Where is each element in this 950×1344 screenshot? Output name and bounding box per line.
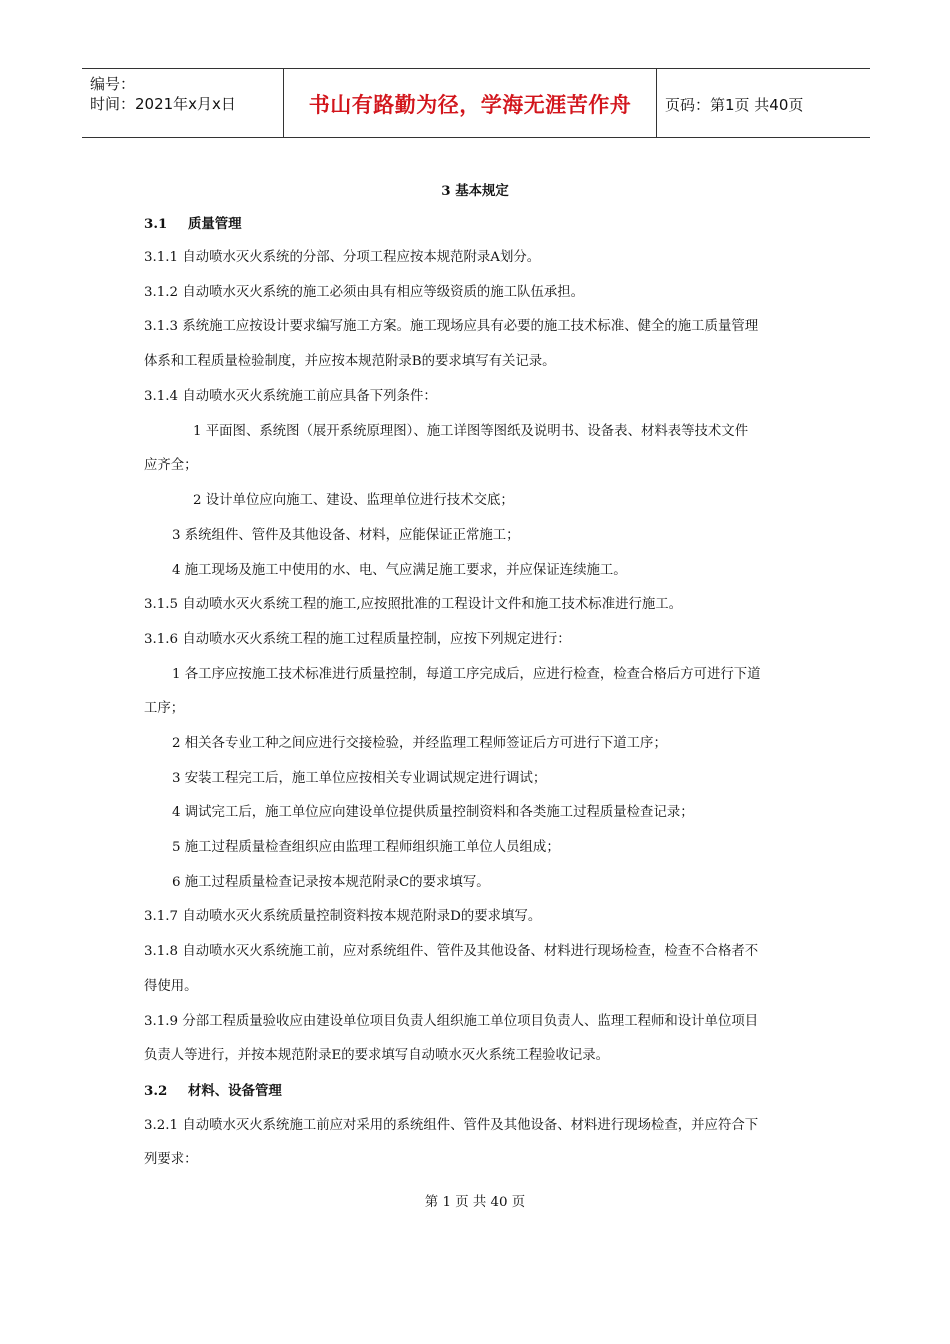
page-header (82, 68, 870, 138)
item-3-1-4-1-line2: 应齐全； (144, 458, 198, 473)
header-center-cell (283, 69, 657, 137)
section-title: 材料、设备管理 (188, 1083, 282, 1099)
section-number: 3.2 (144, 1083, 168, 1099)
clause-3-1-8-line2: 得使用。 (144, 979, 198, 994)
item-3-1-6-1-line2: 工序； (144, 701, 185, 716)
clause-3-1-5: 3.1.5 自动喷水灭火系统工程的施工,应按照批准的工程设计文件和施工技术标准进行施工。 (144, 597, 683, 612)
header-motto: 书山有路勤为径，学海无涯苦作舟 (308, 93, 632, 117)
section-title: 质量管理 (188, 216, 242, 232)
item-3-1-4-4: 4 施工现场及施工中使用的水、电、气应满足施工要求，并应保证连续施工。 (172, 563, 627, 578)
clause-3-1-7: 3.1.7 自动喷水灭火系统质量控制资料按本规范附录D的要求填写。 (144, 909, 542, 924)
item-3-1-4-1-line1: 1 平面图、系统图（展开系统原理图）、施工详图等图纸及说明书、设备表、材料表等技术文件 (193, 424, 749, 439)
item-3-1-6-1-line1: 1 各工序应按施工技术标准进行质量控制，每道工序完成后，应进行检查，检查合格后方可进行下道 (172, 667, 761, 682)
serial-label: 编号： (90, 75, 136, 93)
header-page-info: 页码：第1页 共40页 (665, 96, 804, 114)
clause-3-1-6: 3.1.6 自动喷水灭火系统工程的施工过程质量控制，应按下列规定进行： (144, 632, 571, 647)
clause-3-2-1-line1: 3.2.1 自动喷水灭火系统施工前应对采用的系统组件、管件及其他设备、材料进行现场检查，并应符合下 (144, 1118, 759, 1133)
header-left-cell (82, 69, 283, 137)
header-right-cell (656, 69, 870, 137)
clause-3-1-2: 3.1.2 自动喷水灭火系统的施工必须由具有相应等级资质的施工队伍承担。 (144, 285, 585, 300)
clause-3-1-9-line2: 负责人等进行，并按本规范附录E的要求填写自动喷水灭火系统工程验收记录。 (144, 1048, 610, 1063)
item-3-1-4-2: 2 设计单位应向施工、建设、监理单位进行技术交底； (193, 493, 514, 508)
date-label: 时间：2021年x月x日 (90, 95, 236, 113)
clause-3-1-1: 3.1.1 自动喷水灭火系统的分部、分项工程应按本规范附录A划分。 (144, 250, 541, 265)
item-3-1-6-2: 2 相关各专业工种之间应进行交接检验，并经监理工程师签证后方可进行下道工序； (172, 736, 667, 751)
clause-3-1-9-line1: 3.1.9 分部工程质量验收应由建设单位项目负责人组织施工单位项目负责人、监理工程师和设计单位项目 (144, 1014, 759, 1029)
item-3-1-6-3: 3 安装工程完工后，施工单位应按相关专业调试规定进行调试； (172, 771, 547, 786)
clause-3-1-3-line1: 3.1.3 系统施工应按设计要求编写施工方案。施工现场应具有必要的施工技术标准、健全的施工质量管理 (144, 319, 759, 334)
clause-3-1-4: 3.1.4 自动喷水灭火系统施工前应具备下列条件： (144, 389, 437, 404)
item-3-1-6-6: 6 施工过程质量检查记录按本规范附录C的要求填写。 (172, 875, 490, 890)
section-heading-3-1 (144, 215, 242, 233)
clause-3-1-8-line1: 3.1.8 自动喷水灭火系统施工前，应对系统组件、管件及其他设备、材料进行现场检查，检查不合格者不 (144, 944, 759, 959)
chapter-title: 3 基本规定 (441, 183, 509, 199)
clause-3-2-1-line2: 列要求： (144, 1152, 198, 1167)
clause-3-1-3-line2: 体系和工程质量检验制度，并应按本规范附录B的要求填写有关记录。 (144, 354, 556, 369)
section-heading-3-2 (144, 1082, 282, 1100)
item-3-1-6-4: 4 调试完工后，施工单位应向建设单位提供质量控制资料和各类施工过程质量检查记录； (172, 805, 694, 820)
item-3-1-4-3: 3 系统组件、管件及其他设备、材料，应能保证正常施工； (172, 528, 520, 543)
page-footer: 第 1 页 共 40 页 (424, 1195, 526, 1210)
section-number: 3.1 (144, 216, 168, 232)
item-3-1-6-5: 5 施工过程质量检查组织应由监理工程师组织施工单位人员组成； (172, 840, 560, 855)
